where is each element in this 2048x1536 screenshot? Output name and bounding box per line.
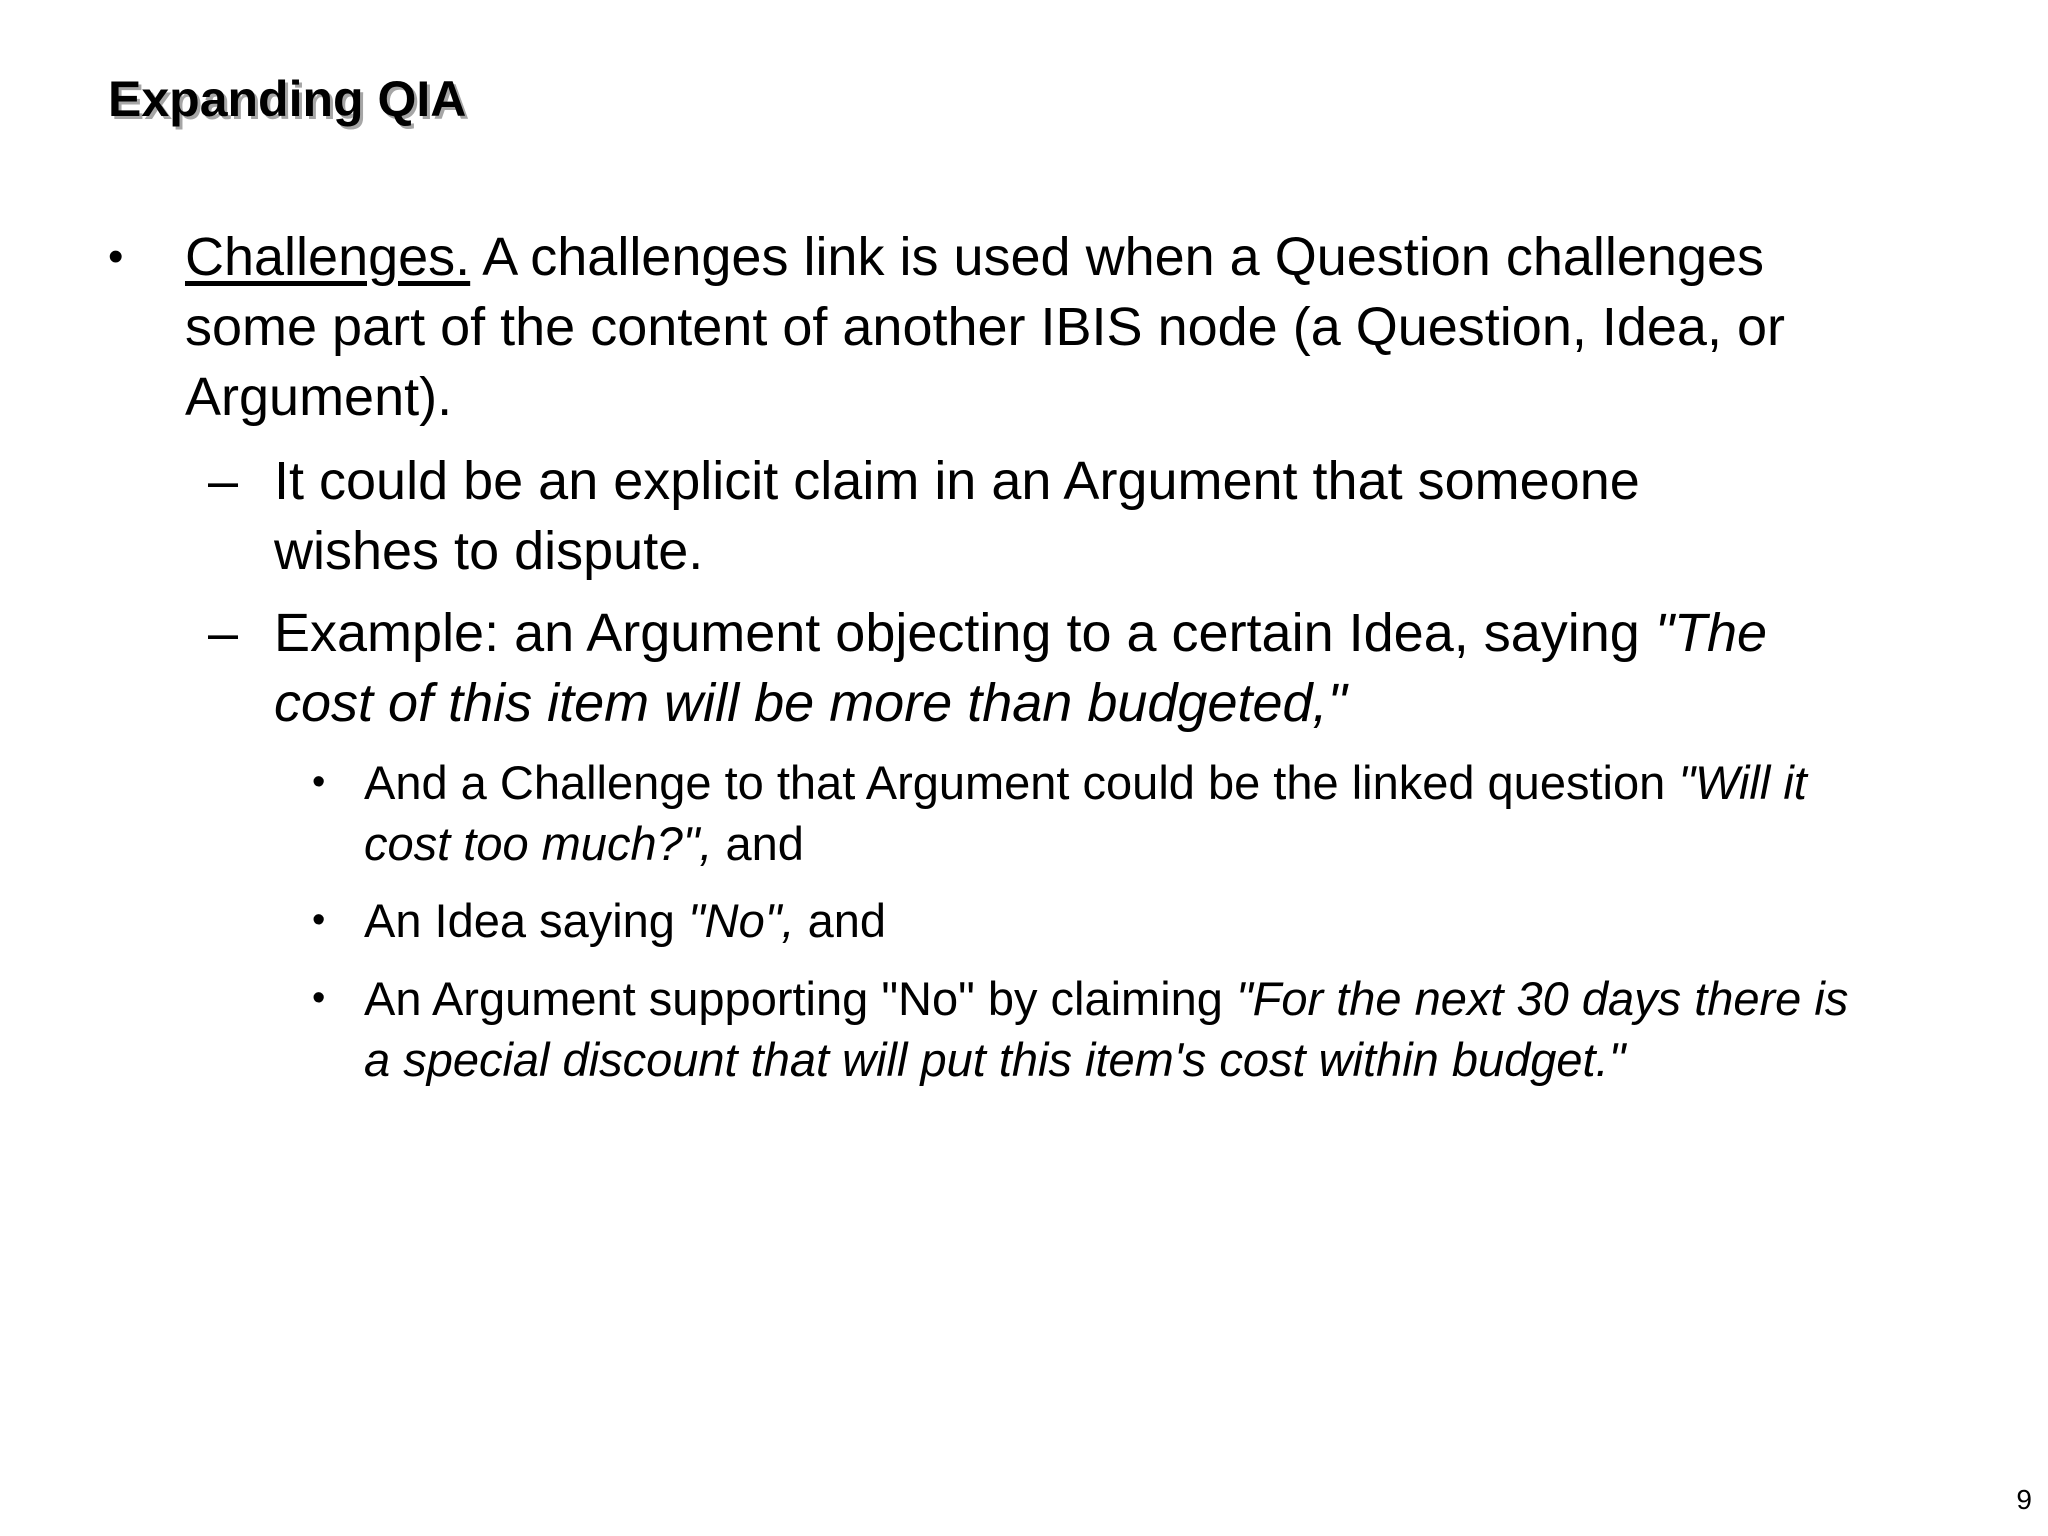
bullet-term: Challenges. [185, 227, 471, 287]
page-number: 9 [2016, 1484, 2032, 1515]
sub-sub-item-text [312, 890, 1852, 951]
bullet-body: A challenges link is used when a Question challenges some part of the content of another IBIS node (a Question, Idea, or Argument). [185, 227, 1785, 427]
sub-sub-item-text [312, 752, 1852, 874]
sub-sub-item-tail: and [712, 817, 804, 870]
sub-sub-item-plain: An Argument supporting "No" by claiming [364, 972, 1236, 1025]
bullet-marker: • [312, 761, 326, 803]
sub-item-text: It could be an explicit claim in an Argument that someone wishes to dispute. [274, 451, 1640, 581]
sub-sub-item-text [312, 968, 1852, 1090]
sub-sub-item-quote: "No", [688, 894, 795, 947]
bullet-marker: • [312, 899, 326, 941]
bullet-marker: • [312, 977, 326, 1019]
sub-sub-item-quote: "Will it cost too much?", [364, 756, 1807, 870]
dash-marker: – [208, 603, 239, 663]
sub-item-explicit-claim [208, 446, 1808, 586]
sub-sub-item-argument [312, 968, 1852, 1090]
dash-marker: – [208, 451, 239, 511]
bullet-text [108, 222, 1788, 432]
sub-item-text [208, 598, 1808, 738]
sub-sub-item-plain: And a Challenge to that Argument could be the linked question [364, 756, 1679, 809]
bullet-marker: • [108, 232, 124, 281]
sub-sub-item-quote: "For the next 30 days there is a special discount that will put this item's cost within budget." [364, 972, 1849, 1086]
sub-sub-item-tail: and [794, 894, 886, 947]
sub-item-example [208, 598, 1808, 738]
sub-sub-item-challenge [312, 752, 1852, 874]
sub-sub-item-plain: An Idea saying [364, 894, 688, 947]
bullet-challenges [108, 222, 1788, 432]
sub-item-quote: "The cost of this item will be more than budgeted," [274, 603, 1768, 733]
sub-item-plain: Example: an Argument objecting to a certain Idea, saying [274, 603, 1655, 663]
slide-title: Expanding QIA [108, 71, 467, 127]
sub-sub-item-idea [312, 890, 1852, 951]
